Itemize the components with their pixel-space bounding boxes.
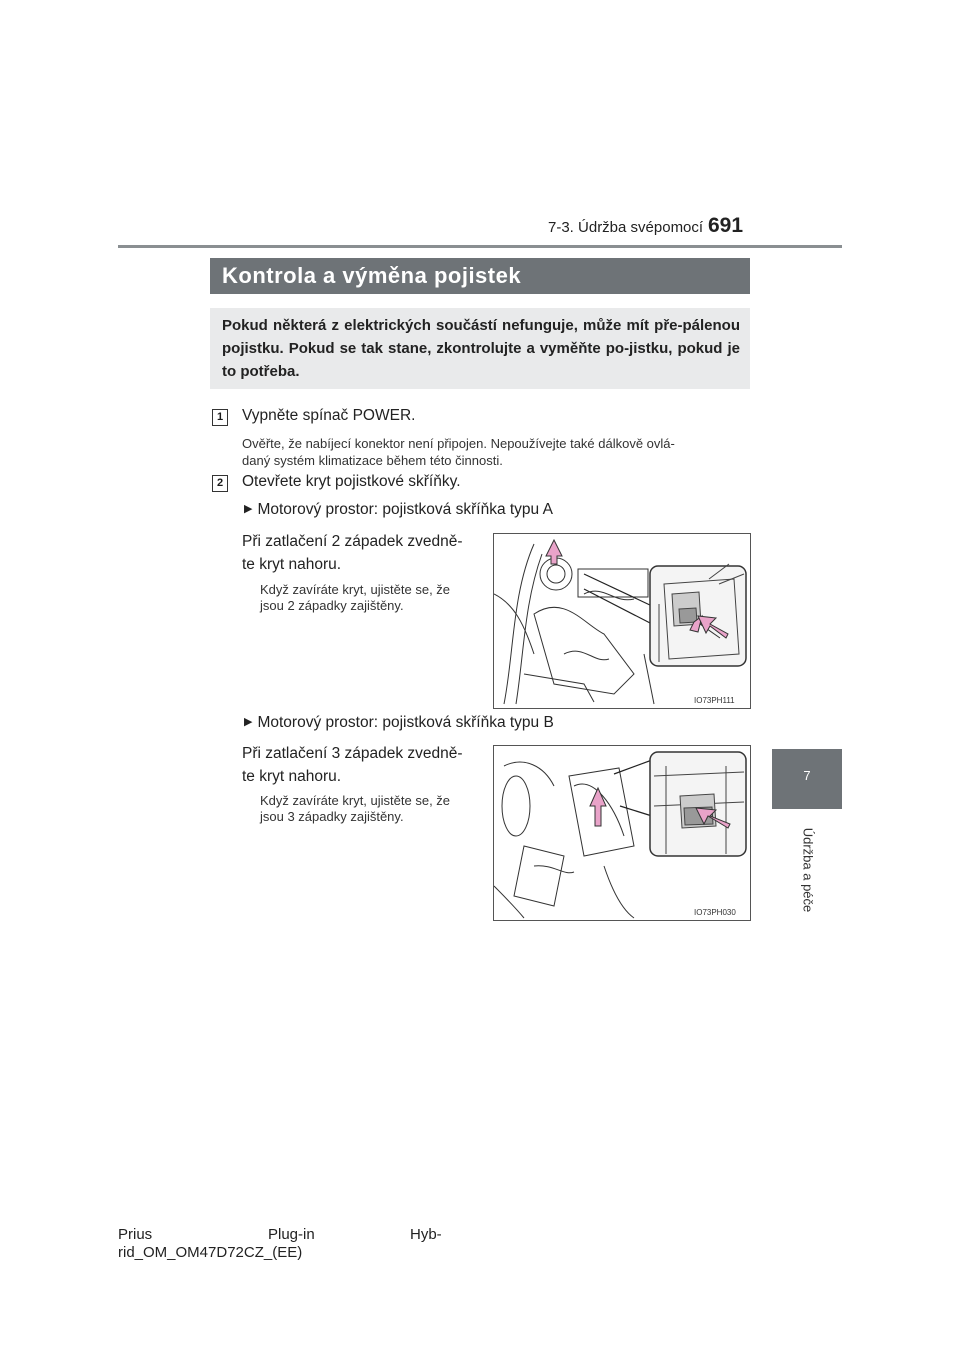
chapter-title-vertical: Údržba a péče (800, 827, 816, 913)
intro-text: Pokud některá z elektrických součástí nefunguje, může mít pře-pálenou pojistku. Pokud se tak stane, zkontrolujte a vyměňte po-jistku, pokud je to potřeba. (222, 317, 740, 380)
header-rule (118, 245, 842, 248)
figure-code-b: IO73PH030 (694, 908, 736, 917)
footer-word-2: Plug-in (268, 1226, 315, 1243)
variant-a-bullet: ▶ Motorový prostor: pojistková skříňka typu A (244, 501, 553, 518)
variant-b-note-line-1: Když zavíráte kryt, ujistěte se, že (260, 793, 451, 808)
page-number: 691 (708, 214, 744, 237)
variant-a-instruction-line-1: Při zatlačení 2 západek zvedně- (242, 533, 463, 550)
variant-a-note-line-1: Když zavíráte kryt, ujistěte se, že (260, 582, 451, 597)
bullet-triangle-icon: ▶ (244, 716, 253, 728)
footer-word-1: Prius (118, 1226, 153, 1243)
footer-line-2: rid_OM_OM47D72CZ_(EE) (118, 1244, 303, 1261)
section-title: Kontrola a výměna pojistek (222, 263, 522, 288)
figure-fuse-box-type-b (493, 745, 751, 921)
step-1-text: Vypněte spínač POWER. (242, 407, 416, 424)
bullet-triangle-icon: ▶ (244, 503, 253, 515)
chapter-number: 7 (803, 768, 811, 783)
variant-b-instruction-line-2: te kryt nahoru. (242, 768, 342, 785)
engine-bay-illustration-a (494, 534, 750, 708)
variant-b-note-line-2: jsou 3 západky zajištěny. (260, 809, 404, 824)
variant-b-bullet: ▶ Motorový prostor: pojistková skříňka typu B (244, 714, 554, 731)
step-1-note-line-2: daný systém klimatizace během této činnosti. (242, 453, 503, 468)
document-footer (118, 1226, 442, 1262)
footer-line-1 (118, 1226, 442, 1244)
variant-a-note-line-2: jsou 2 západky zajištěny. (260, 598, 404, 613)
figure-fuse-box-type-a (493, 533, 751, 709)
step-1-note-line-1: Ověřte, že nabíjecí konektor není připojen. Nepoužívejte také dálkově ovlá- (242, 436, 675, 451)
variant-b-instruction-line-1: Při zatlačení 3 západek zvedně- (242, 745, 463, 762)
engine-bay-illustration-b (494, 746, 750, 920)
step-number-badge: 2 (212, 475, 228, 492)
footer-word-3: Hyb- (410, 1226, 442, 1243)
figure-code-a: IO73PH111 (694, 696, 735, 705)
step-number-badge: 1 (212, 409, 228, 426)
running-header-section: 7-3. Údržba svépomocí (548, 219, 704, 236)
step-2-text: Otevřete kryt pojistkové skříňky. (242, 473, 461, 490)
variant-a-instruction-line-2: te kryt nahoru. (242, 556, 342, 573)
